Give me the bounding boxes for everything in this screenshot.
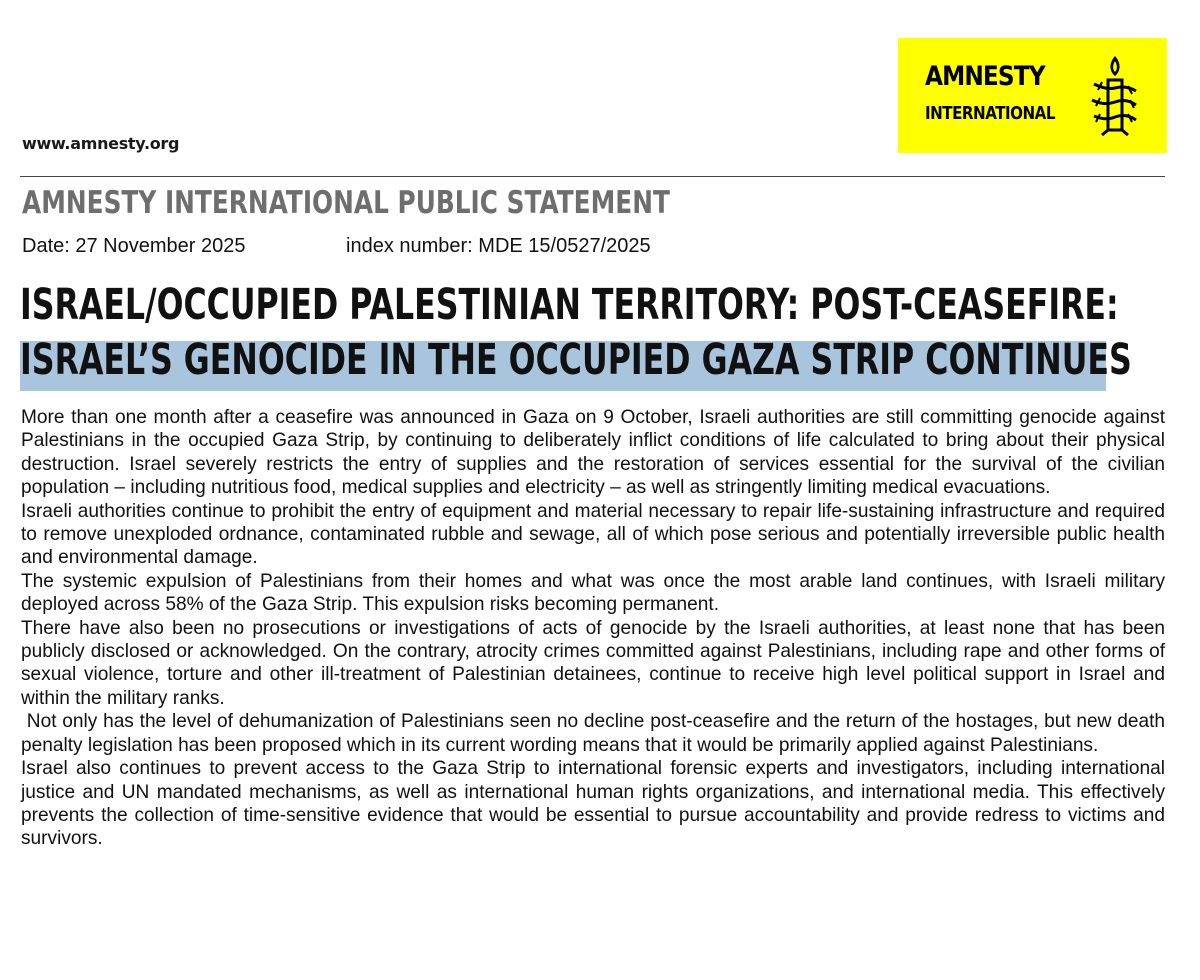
- body-paragraph: More than one month after a ceasefire was announced in Gaza on 9 October, Israeli authorities are still committing genocide against Palestinians in the occupied Gaza Strip, by continuing to deliberately inflict conditions of life calculated to bring about their physical destruction. Israel severely restricts the entry of supplies and the restoration of services essential for the survival of the civilian population – including nutritious food, medical supplies and electricity – as well as stringently limiting medical evacuations.: [21, 407, 1165, 499]
- title-line-2: ISRAEL’S GENOCIDE IN THE OCCUPIED GAZA STRIP CONTINUES: [20, 335, 1132, 385]
- body-paragraph: Israel also continues to prevent access to the Gaza Strip to international forensic experts and investigators, including international justice and UN mandated mechanisms, as well as international human rights organizations, and international media. This effectively prevents the collection of time-sensitive evidence that would be essential to pursue accountability and provide redress to victims and survivors.: [21, 758, 1165, 850]
- body-paragraph: Israeli authorities continue to prohibit the entry of equipment and material necessary to repair life-sustaining infrastructure and required to remove unexploded ordnance, contaminated rubble and sewage, all of which pose serious and potentially irreversible public health and environmental damage.: [21, 500, 1165, 569]
- website-url: www.amnesty.org: [22, 134, 180, 153]
- index-number: index number: MDE 15/0527/2025: [346, 235, 651, 257]
- title-line-1: ISRAEL/OCCUPIED PALESTINIAN TERRITORY: POST-CEASEFIRE:: [20, 280, 1119, 330]
- statement-body: [21, 406, 1171, 851]
- body-paragraph: The systemic expulsion of Palestinians from their homes and what was once the most arable land continues, with Israeli military deployed across 58% of the Gaza Strip. This expulsion risks becoming permanent.: [21, 570, 1165, 616]
- header-divider: [20, 176, 1165, 177]
- logo-text-international: INTERNATIONAL: [925, 103, 1055, 124]
- amnesty-logo: [898, 38, 1167, 153]
- document-date: Date: 27 November 2025: [22, 235, 246, 257]
- body-paragraph: There have also been no prosecutions or investigations of acts of genocide by the Israeli authorities, at least none that has been publicly disclosed or acknowledged. On the contrary, atrocity crimes committed against Palestinians, including rape and other forms of sexual violence, torture and other ill-treatment of Palestinian detainees, continue to receive high level political support in Israel and within the military ranks.: [21, 617, 1165, 709]
- logo-text-amnesty: AMNESTY: [925, 61, 1045, 92]
- candle-barbed-wire-icon: [1088, 54, 1140, 136]
- body-paragraph: Not only has the level of dehumanization of Palestinians seen no decline post-ceasefire and the return of the hostages, but new death penalty legislation has been proposed which in its current wording means that it would be primarily applied against Palestinians.: [21, 711, 1171, 756]
- statement-label: AMNESTY INTERNATIONAL PUBLIC STATEMENT: [22, 185, 670, 221]
